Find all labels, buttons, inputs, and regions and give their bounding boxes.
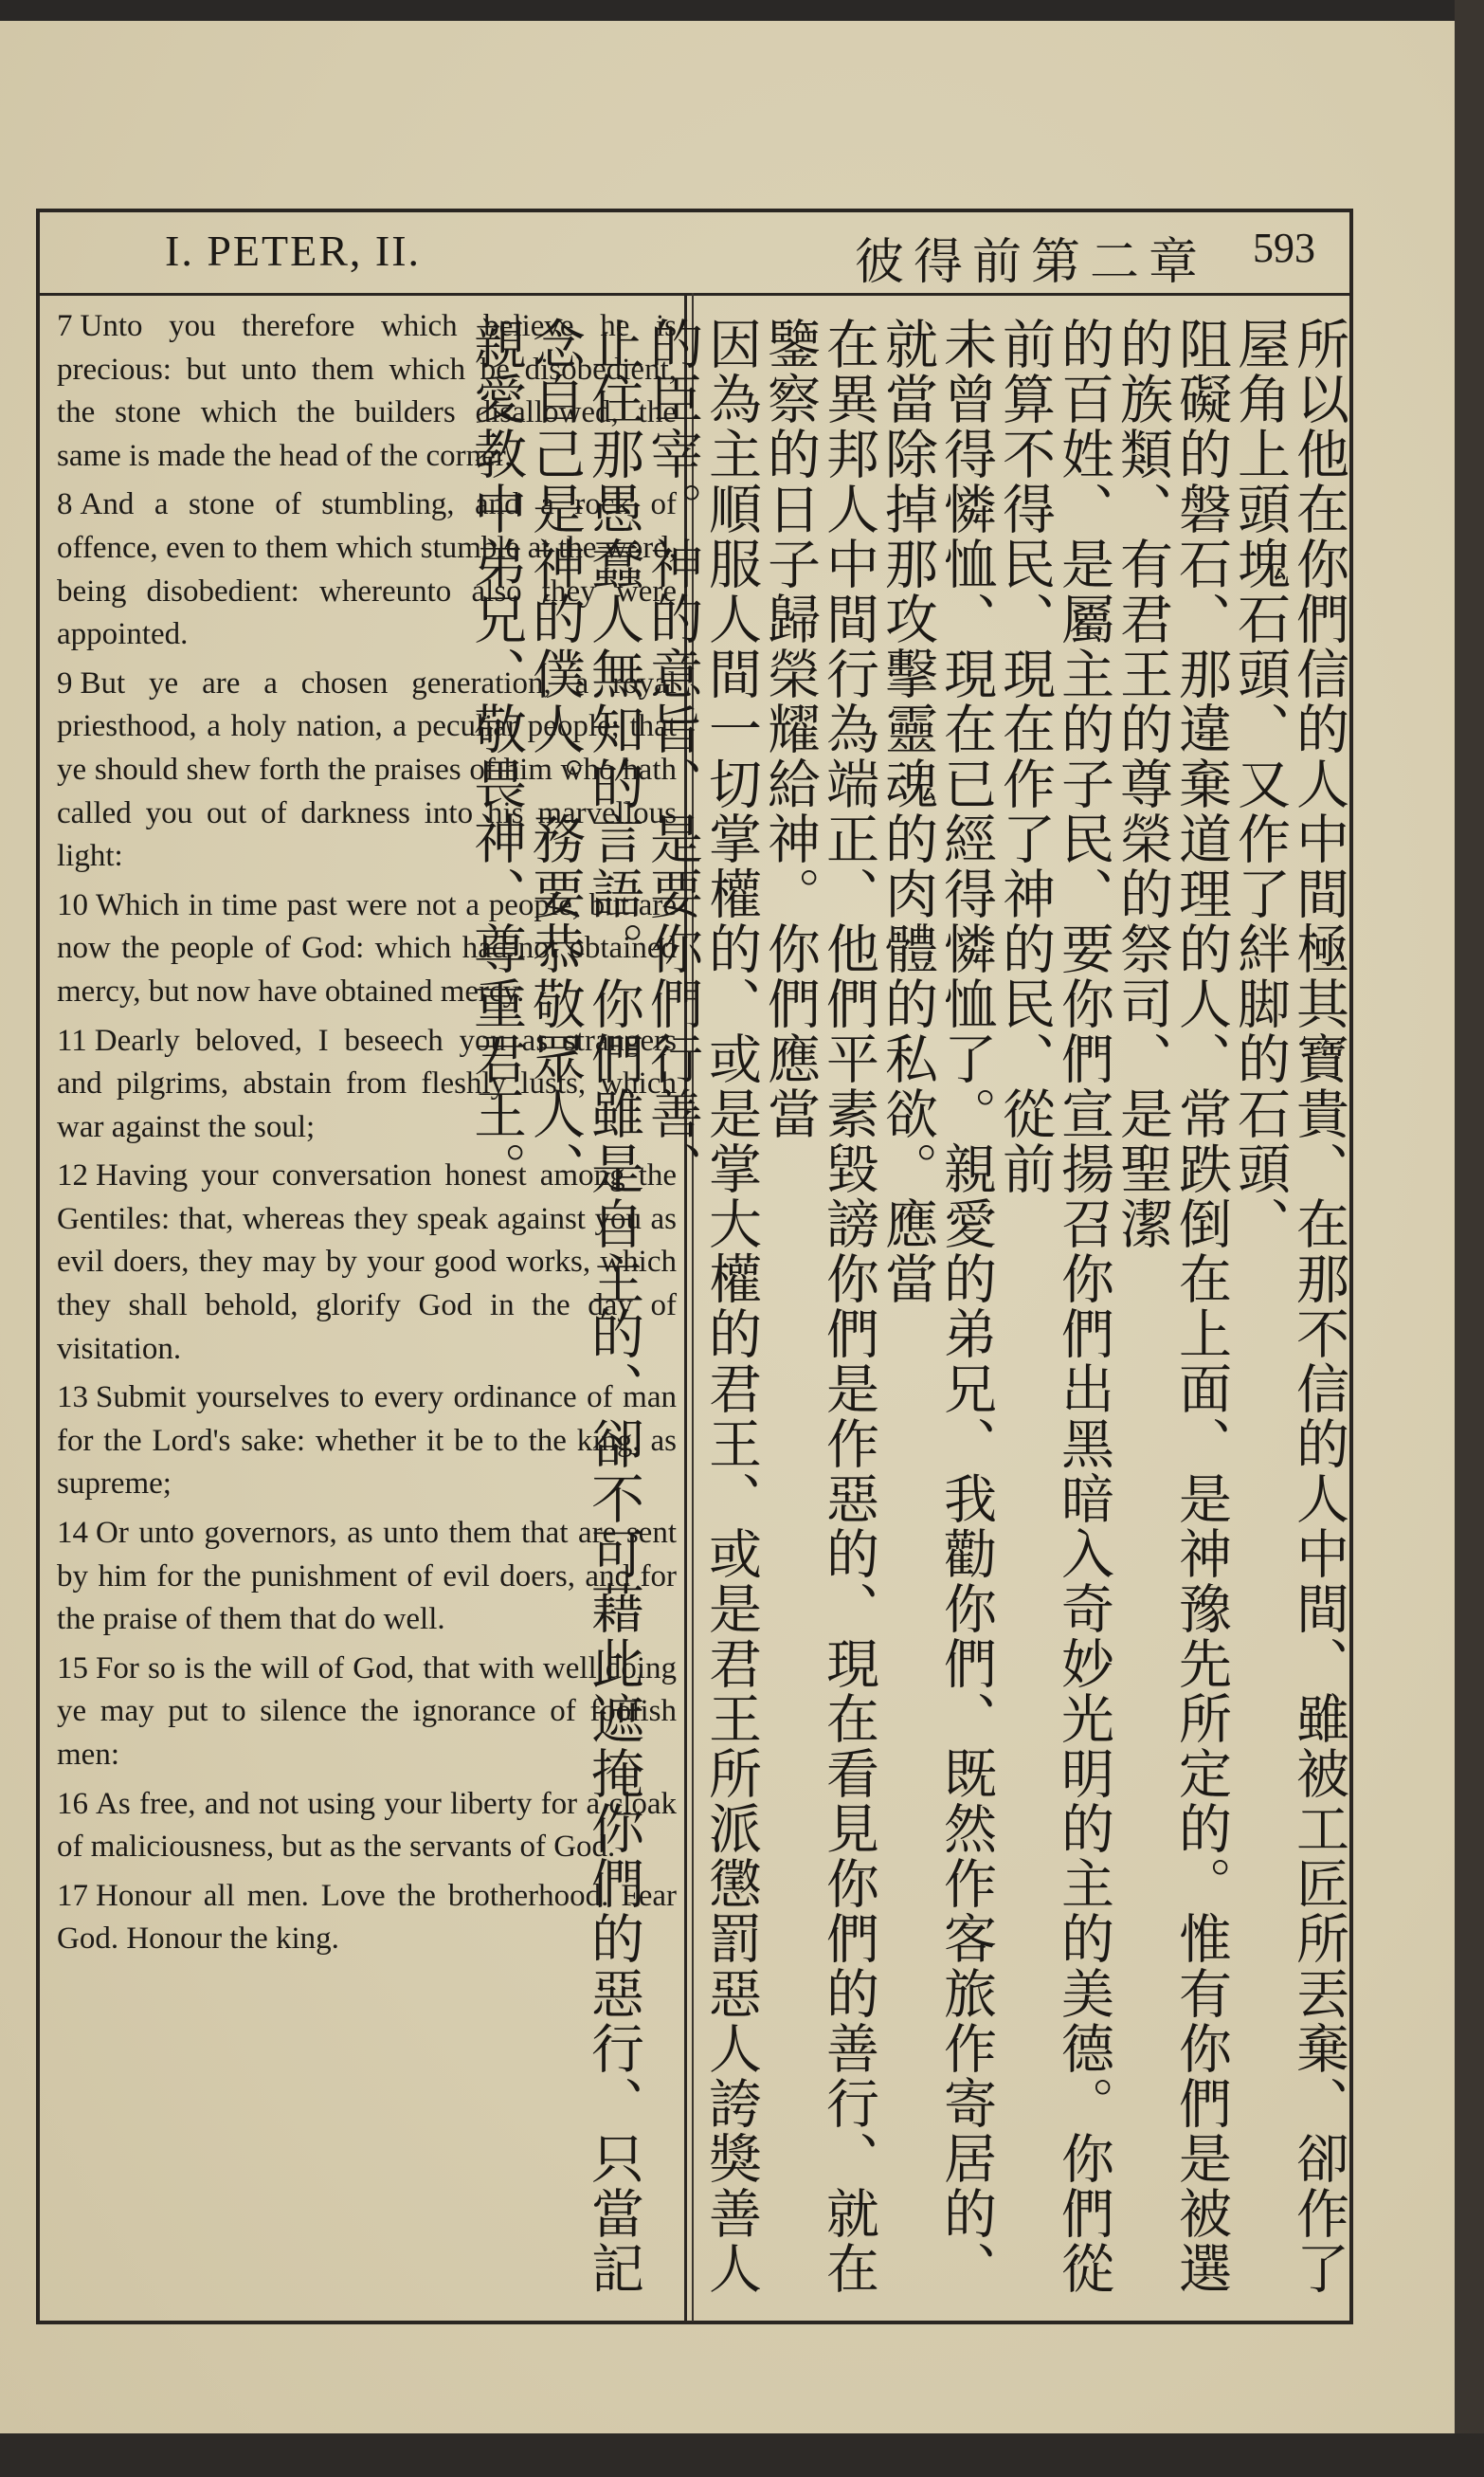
verse-12: 12 Having your conversation honest among the Gentiles: that, whereas they speak against you as evil doers, they may by your good works, which they shall behold, glorify God in the day of visitation. <box>57 1158 677 1366</box>
verse-7: 7 Unto you therefore which believe he is precious: but unto them which be disobedient, the stone which the builders disallowed, the same is made the head of the corner, <box>57 309 677 473</box>
english-running-title: I. PETER, II. <box>165 227 422 275</box>
page-edge-right <box>1455 0 1484 2477</box>
chinese-text-column <box>465 317 1349 2298</box>
verse-8: 8 And a stone of stumbling, and a rock of offence, even to them which stumble at the word, being disobedient: whereunto also they were appointed. <box>57 487 677 652</box>
chinese-column-line: 親愛教中弟兄、敬畏神、尊重君王。 <box>465 317 527 1196</box>
chinese-column-line: 止住那愚蠢人無知的言語。你們雖是自主的、卻不可藉此遮掩你們的惡行、只當記念自己是神的僕人。務要恭敬眾人、 <box>524 317 644 2296</box>
page-number: 593 <box>1253 225 1315 271</box>
chinese-column-line: 未曾得憐恤、現在已經得憐恤了。親愛的弟兄、我勸你們、既然作客旅作寄居的、就當除掉那攻擊靈魂的肉體的私欲。應當 <box>877 317 997 2296</box>
chinese-column-line: 所以他在你們信的人中間極其寶貴、在那不信的人中間、雖被工匠所丟棄、卻作了屋角上頭塊石頭、又作了絆脚的石頭、 <box>1229 317 1349 2296</box>
verse-14: 14 Or unto governors, as unto them that are sent by him for the punishment of evil doers, and for the praise of them that do well. <box>57 1516 677 1637</box>
verse-9: 9 But ye are a chosen generation, a royal priesthood, a holy nation, a peculiar people; that ye should shew forth the praises of him who hath called you out of darkness into his marvellous light: <box>57 665 677 874</box>
verse-16: 16 As free, and not using your liberty for a cloak of maliciousness, but as the servants of God. <box>57 1786 677 1865</box>
book-page <box>0 21 1455 2433</box>
verse-11: 11 Dearly beloved, I beseech you as strangers and pilgrims, abstain from fleshly lusts, which war against the soul; <box>57 1023 677 1144</box>
chinese-column-line: 阻礙的磐石、那違棄道理的人、常跌倒在上面、是神豫先所定的。惟有你們是被選的族類、有君王的尊榮的祭司、是聖潔 <box>1112 317 1232 2296</box>
running-header <box>40 212 1349 296</box>
chinese-column-line: 的百姓、是屬主的子民、要你們宣揚召你們出黑暗入奇妙光明的主的美德。你們從前算不得民、現在作了神的民、從前 <box>994 317 1114 2296</box>
verse-10: 10 Which in time past were not a people, but are now the people of God: which had not obtained mercy, but now have obtained mercy. <box>57 887 677 1009</box>
page-edge-bottom <box>0 2433 1484 2477</box>
chinese-column-line: 因為主順服人間一切掌權的、或是掌大權的君王、或是君王所派懲罰惡人誇獎善人的臣宰。神的意旨、是要你們行善、 <box>642 317 762 2296</box>
chinese-running-title: 彼得前第二章 <box>855 234 1208 291</box>
text-frame <box>36 209 1353 2324</box>
verse-13: 13 Submit yourselves to every ordinance of man for the Lord's sake: whether it be to the king, as supreme; <box>57 1380 677 1502</box>
verse-17: 17 Honour all men. Love the brotherhood. Fear God. Honour the king. <box>57 1878 677 1957</box>
verse-15: 15 For so is the will of God, that with well doing ye may put to silence the ignorance of foolish men: <box>57 1650 677 1772</box>
chinese-column-line: 在異邦人中間行為端正、他們平素毀謗你們是作惡的、現在看見你們的善行、就在鑒察的日子歸榮耀給神。你們應當 <box>759 317 879 2296</box>
